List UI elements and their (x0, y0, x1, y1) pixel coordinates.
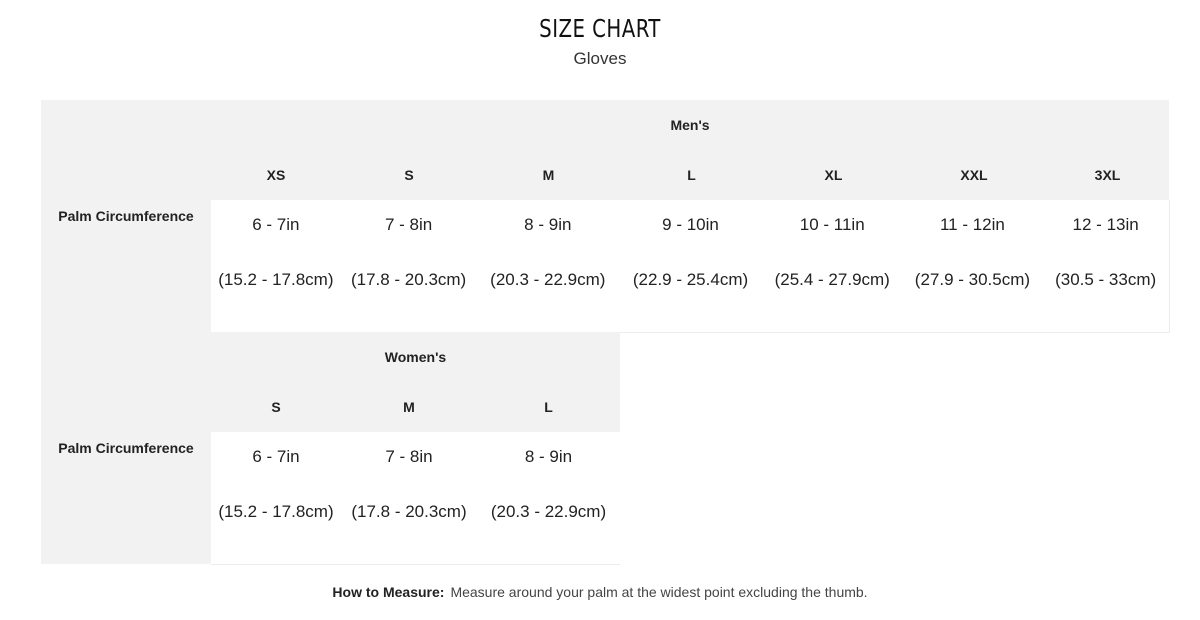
mens-size-headers (211, 150, 1171, 200)
inches-value: 9 - 10in (662, 215, 719, 234)
inches-value: 6 - 7in (252, 215, 300, 234)
mens-size-cell (903, 200, 1043, 332)
mens-group-title: Men's (670, 117, 710, 133)
inches-value: 7 - 8in (384, 215, 433, 234)
how-to-measure-note (0, 584, 1200, 600)
womens-size-headers (211, 382, 620, 432)
mens-size-cell (476, 200, 619, 332)
inches-value: 11 - 12in (939, 215, 1005, 234)
inches-value: 10 - 11in (799, 215, 865, 234)
mens-size-cell (619, 200, 762, 332)
cm-value: (27.9 - 30.5cm) (914, 270, 1031, 289)
cm-value: (30.5 - 33cm) (1055, 270, 1157, 289)
womens-header (211, 332, 620, 432)
mens-header (211, 100, 1169, 200)
inches-value: 8 - 9in (524, 447, 573, 466)
womens-size-cell (477, 432, 620, 564)
mens-size-header: S (404, 167, 414, 183)
womens-values-row (211, 432, 620, 565)
mens-row-label: Palm Circumference (41, 100, 211, 332)
mens-size-header: XS (266, 167, 286, 183)
cm-value: (25.4 - 27.9cm) (774, 270, 890, 289)
womens-size-cell (341, 432, 477, 564)
mens-size-header: M (542, 167, 555, 183)
cm-value: (17.8 - 20.3cm) (351, 502, 467, 521)
cm-value: (17.8 - 20.3cm) (350, 270, 467, 289)
how-to-measure-label: How to Measure: (332, 584, 445, 600)
mens-size-header: XXL (960, 167, 988, 183)
mens-size-cell (1042, 200, 1169, 332)
cm-value: (22.9 - 25.4cm) (632, 270, 749, 289)
mens-values-row (211, 200, 1170, 333)
cm-value: (20.3 - 22.9cm) (490, 270, 606, 289)
cm-value: (15.2 - 17.8cm) (218, 270, 334, 289)
womens-size-header: S (271, 399, 281, 415)
page-title: SIZE CHART (539, 14, 661, 43)
mens-size-cell (341, 200, 477, 332)
mens-size-cell (762, 200, 903, 332)
inches-value: 8 - 9in (524, 215, 572, 234)
inches-value: 6 - 7in (252, 447, 300, 466)
page-subtitle: Gloves (573, 49, 627, 68)
womens-row-label: Palm Circumference (41, 332, 211, 564)
mens-size-header: L (687, 167, 696, 183)
womens-size-cell (211, 432, 341, 564)
cm-value: (20.3 - 22.9cm) (490, 502, 607, 521)
mens-size-header: XL (824, 167, 843, 183)
inches-value: 7 - 8in (385, 447, 433, 466)
womens-group-title: Women's (384, 349, 447, 365)
inches-value: 12 - 13in (1072, 215, 1139, 234)
womens-size-table (41, 332, 620, 564)
womens-size-header: M (403, 399, 415, 415)
mens-size-cell (211, 200, 341, 332)
mens-size-header: 3XL (1094, 167, 1121, 183)
womens-size-header: L (544, 399, 553, 415)
mens-size-table (41, 100, 1169, 332)
cm-value: (15.2 - 17.8cm) (218, 502, 334, 521)
how-to-measure-text: Measure around your palm at the widest point excluding the thumb. (450, 584, 868, 600)
